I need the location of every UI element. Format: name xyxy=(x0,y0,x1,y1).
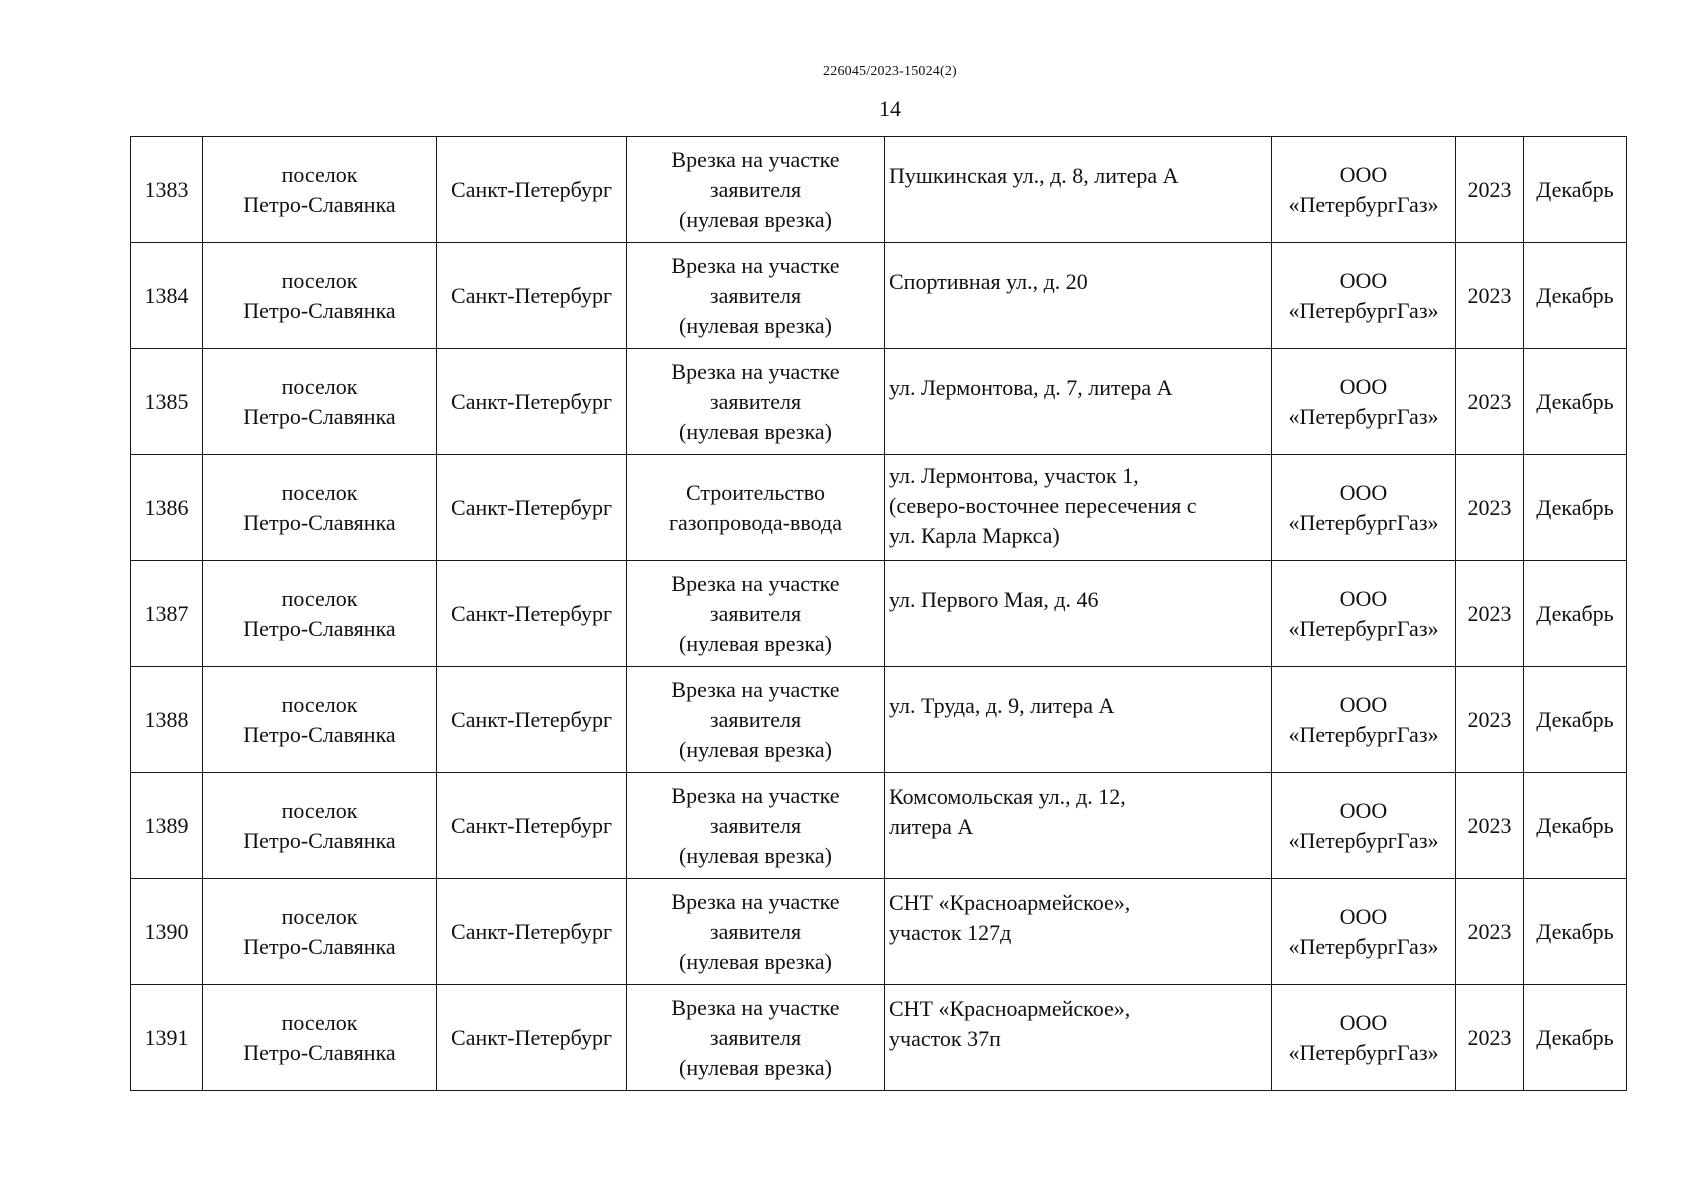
table-row xyxy=(131,879,1627,985)
work-type-line: заявителя xyxy=(709,388,802,414)
work-type-line: заявителя xyxy=(709,1024,802,1050)
work-type-line: (нулевая врезка) xyxy=(679,206,832,232)
settlement-line: Петро-Славянка xyxy=(243,827,396,853)
address-line: СНТ «Красноармейское», xyxy=(889,995,1131,1021)
address-line: ул. Лермонтова, участок 1, xyxy=(889,462,1139,488)
organization-cell xyxy=(1272,985,1456,1091)
organization-cell xyxy=(1272,137,1456,243)
city-cell: Санкт-Петербург xyxy=(437,879,627,985)
table-row xyxy=(131,773,1627,879)
settlement-line: поселок xyxy=(281,797,358,823)
settlement-line: Петро-Славянка xyxy=(243,509,396,535)
work-type-line: (нулевая врезка) xyxy=(679,736,832,762)
work-type-cell xyxy=(627,773,885,879)
table-row xyxy=(131,137,1627,243)
year-cell: 2023 xyxy=(1456,667,1524,773)
organization-line: «ПетербургГаз» xyxy=(1288,509,1439,535)
settlement-cell xyxy=(203,561,437,667)
year-cell: 2023 xyxy=(1456,561,1524,667)
city-cell: Санкт-Петербург xyxy=(437,561,627,667)
city-cell: Санкт-Петербург xyxy=(437,455,627,561)
settlement-line: поселок xyxy=(281,267,358,293)
year-cell: 2023 xyxy=(1456,349,1524,455)
work-type-cell xyxy=(627,137,885,243)
organization-line: ООО xyxy=(1339,797,1388,823)
page-number: 14 xyxy=(879,96,901,121)
organization-line: «ПетербургГаз» xyxy=(1288,297,1439,323)
work-type-line: заявителя xyxy=(709,918,802,944)
organization-line: «ПетербургГаз» xyxy=(1288,827,1439,853)
address-cell xyxy=(885,349,1272,455)
work-type-line: заявителя xyxy=(709,812,802,838)
month-cell: Декабрь xyxy=(1524,349,1627,455)
organization-line: ООО xyxy=(1339,267,1388,293)
month-cell: Декабрь xyxy=(1524,985,1627,1091)
table-row xyxy=(131,985,1627,1091)
work-type-cell xyxy=(627,985,885,1091)
address-line: участок 127д xyxy=(889,919,1012,945)
address-text xyxy=(889,585,1267,615)
address-cell xyxy=(885,137,1272,243)
month-cell: Декабрь xyxy=(1524,667,1627,773)
address-text xyxy=(889,373,1267,403)
work-type-line: газопровода-ввода xyxy=(669,509,842,535)
city-cell: Санкт-Петербург xyxy=(437,349,627,455)
address-text xyxy=(889,161,1267,191)
month-cell: Декабрь xyxy=(1524,561,1627,667)
work-type-cell xyxy=(627,243,885,349)
organization-line: «ПетербургГаз» xyxy=(1288,1039,1439,1065)
organization-line: «ПетербургГаз» xyxy=(1288,403,1439,429)
address-text xyxy=(889,461,1267,551)
organization-line: ООО xyxy=(1339,903,1388,929)
work-type-cell xyxy=(627,879,885,985)
address-cell xyxy=(885,879,1272,985)
work-type-line: Врезка на участке xyxy=(671,570,840,596)
settlement-line: Петро-Славянка xyxy=(243,1039,396,1065)
month-cell: Декабрь xyxy=(1524,455,1627,561)
row-number: 1384 xyxy=(131,243,203,349)
settlement-cell xyxy=(203,985,437,1091)
organization-line: «ПетербургГаз» xyxy=(1288,721,1439,747)
table-body xyxy=(131,137,1627,1091)
document-id: 226045/2023-15024(2) xyxy=(823,64,957,79)
organization-line: «ПетербургГаз» xyxy=(1288,191,1439,217)
city-cell: Санкт-Петербург xyxy=(437,773,627,879)
row-number: 1391 xyxy=(131,985,203,1091)
month-cell: Декабрь xyxy=(1524,243,1627,349)
address-line: Пушкинская ул., д. 8, литера А xyxy=(889,162,1179,188)
settlement-line: поселок xyxy=(281,373,358,399)
row-number: 1390 xyxy=(131,879,203,985)
organization-cell xyxy=(1272,561,1456,667)
year-cell: 2023 xyxy=(1456,985,1524,1091)
work-type-line: заявителя xyxy=(709,706,802,732)
settlement-line: Петро-Славянка xyxy=(243,191,396,217)
year-cell: 2023 xyxy=(1456,879,1524,985)
organization-cell xyxy=(1272,455,1456,561)
address-cell xyxy=(885,985,1272,1091)
row-number: 1388 xyxy=(131,667,203,773)
address-text xyxy=(889,994,1267,1054)
organization-line: «ПетербургГаз» xyxy=(1288,615,1439,641)
table-row xyxy=(131,349,1627,455)
address-cell xyxy=(885,243,1272,349)
organization-line: «ПетербургГаз» xyxy=(1288,933,1439,959)
settlement-line: Петро-Славянка xyxy=(243,615,396,641)
work-type-line: Врезка на участке xyxy=(671,994,840,1020)
work-type-line: заявителя xyxy=(709,282,802,308)
work-type-line: Строительство xyxy=(685,479,826,505)
address-line: ул. Лермонтова, д. 7, литера А xyxy=(889,374,1173,400)
settlement-line: Петро-Славянка xyxy=(243,933,396,959)
settlement-line: Петро-Славянка xyxy=(243,297,396,323)
settlement-cell xyxy=(203,667,437,773)
address-line: ул. Первого Мая, д. 46 xyxy=(889,586,1099,612)
city-cell: Санкт-Петербург xyxy=(437,667,627,773)
month-cell: Декабрь xyxy=(1524,773,1627,879)
year-cell: 2023 xyxy=(1456,243,1524,349)
table-row xyxy=(131,561,1627,667)
organization-cell xyxy=(1272,879,1456,985)
work-type-line: Врезка на участке xyxy=(671,888,840,914)
address-cell xyxy=(885,455,1272,561)
work-type-line: (нулевая врезка) xyxy=(679,948,832,974)
organization-line: ООО xyxy=(1339,479,1388,505)
address-text xyxy=(889,267,1267,297)
address-line: ул. Труда, д. 9, литера А xyxy=(889,692,1115,718)
work-type-cell xyxy=(627,561,885,667)
organization-line: ООО xyxy=(1339,585,1388,611)
address-line: СНТ «Красноармейское», xyxy=(889,889,1131,915)
address-line: (северо-восточнее пересечения с xyxy=(889,492,1197,518)
address-cell xyxy=(885,773,1272,879)
settlement-cell xyxy=(203,773,437,879)
work-type-line: (нулевая врезка) xyxy=(679,1054,832,1080)
address-line: Комсомольская ул., д. 12, xyxy=(889,783,1126,809)
address-line: ул. Карла Маркса) xyxy=(889,522,1060,548)
organization-cell xyxy=(1272,667,1456,773)
address-line: участок 37п xyxy=(889,1025,1001,1051)
work-type-line: (нулевая врезка) xyxy=(679,418,832,444)
organization-cell xyxy=(1272,243,1456,349)
work-type-line: (нулевая врезка) xyxy=(679,312,832,338)
settlement-cell xyxy=(203,243,437,349)
address-text xyxy=(889,782,1267,842)
settlement-line: поселок xyxy=(281,903,358,929)
address-line: литера А xyxy=(889,813,974,839)
settlement-line: поселок xyxy=(281,691,358,717)
settlement-line: поселок xyxy=(281,1009,358,1035)
work-type-line: Врезка на участке xyxy=(671,676,840,702)
work-type-cell xyxy=(627,455,885,561)
work-type-line: Врезка на участке xyxy=(671,358,840,384)
settlement-line: поселок xyxy=(281,585,358,611)
settlement-line: поселок xyxy=(281,161,358,187)
work-type-line: (нулевая врезка) xyxy=(679,630,832,656)
year-cell: 2023 xyxy=(1456,773,1524,879)
settlement-line: Петро-Славянка xyxy=(243,403,396,429)
work-schedule-table xyxy=(130,136,1627,1091)
work-type-cell xyxy=(627,667,885,773)
organization-line: ООО xyxy=(1339,373,1388,399)
row-number: 1389 xyxy=(131,773,203,879)
year-cell: 2023 xyxy=(1456,455,1524,561)
table-row xyxy=(131,243,1627,349)
city-cell: Санкт-Петербург xyxy=(437,243,627,349)
city-cell: Санкт-Петербург xyxy=(437,985,627,1091)
organization-cell xyxy=(1272,349,1456,455)
row-number: 1387 xyxy=(131,561,203,667)
month-cell: Декабрь xyxy=(1524,879,1627,985)
work-type-cell xyxy=(627,349,885,455)
settlement-cell xyxy=(203,455,437,561)
address-cell xyxy=(885,561,1272,667)
settlement-cell xyxy=(203,879,437,985)
work-type-line: заявителя xyxy=(709,176,802,202)
work-type-line: заявителя xyxy=(709,600,802,626)
table-row xyxy=(131,667,1627,773)
address-cell xyxy=(885,667,1272,773)
month-cell: Декабрь xyxy=(1524,137,1627,243)
table-row xyxy=(131,455,1627,561)
organization-line: ООО xyxy=(1339,691,1388,717)
address-text xyxy=(889,691,1267,721)
work-type-line: Врезка на участке xyxy=(671,252,840,278)
work-type-line: Врезка на участке xyxy=(671,146,840,172)
work-type-line: Врезка на участке xyxy=(671,782,840,808)
year-cell: 2023 xyxy=(1456,137,1524,243)
work-type-line: (нулевая врезка) xyxy=(679,842,832,868)
organization-cell xyxy=(1272,773,1456,879)
row-number: 1383 xyxy=(131,137,203,243)
address-text xyxy=(889,888,1267,948)
settlement-cell xyxy=(203,349,437,455)
city-cell: Санкт-Петербург xyxy=(437,137,627,243)
row-number: 1385 xyxy=(131,349,203,455)
organization-line: ООО xyxy=(1339,1009,1388,1035)
settlement-cell xyxy=(203,137,437,243)
address-line: Спортивная ул., д. 20 xyxy=(889,268,1088,294)
row-number: 1386 xyxy=(131,455,203,561)
settlement-line: Петро-Славянка xyxy=(243,721,396,747)
settlement-line: поселок xyxy=(281,479,358,505)
organization-line: ООО xyxy=(1339,161,1388,187)
